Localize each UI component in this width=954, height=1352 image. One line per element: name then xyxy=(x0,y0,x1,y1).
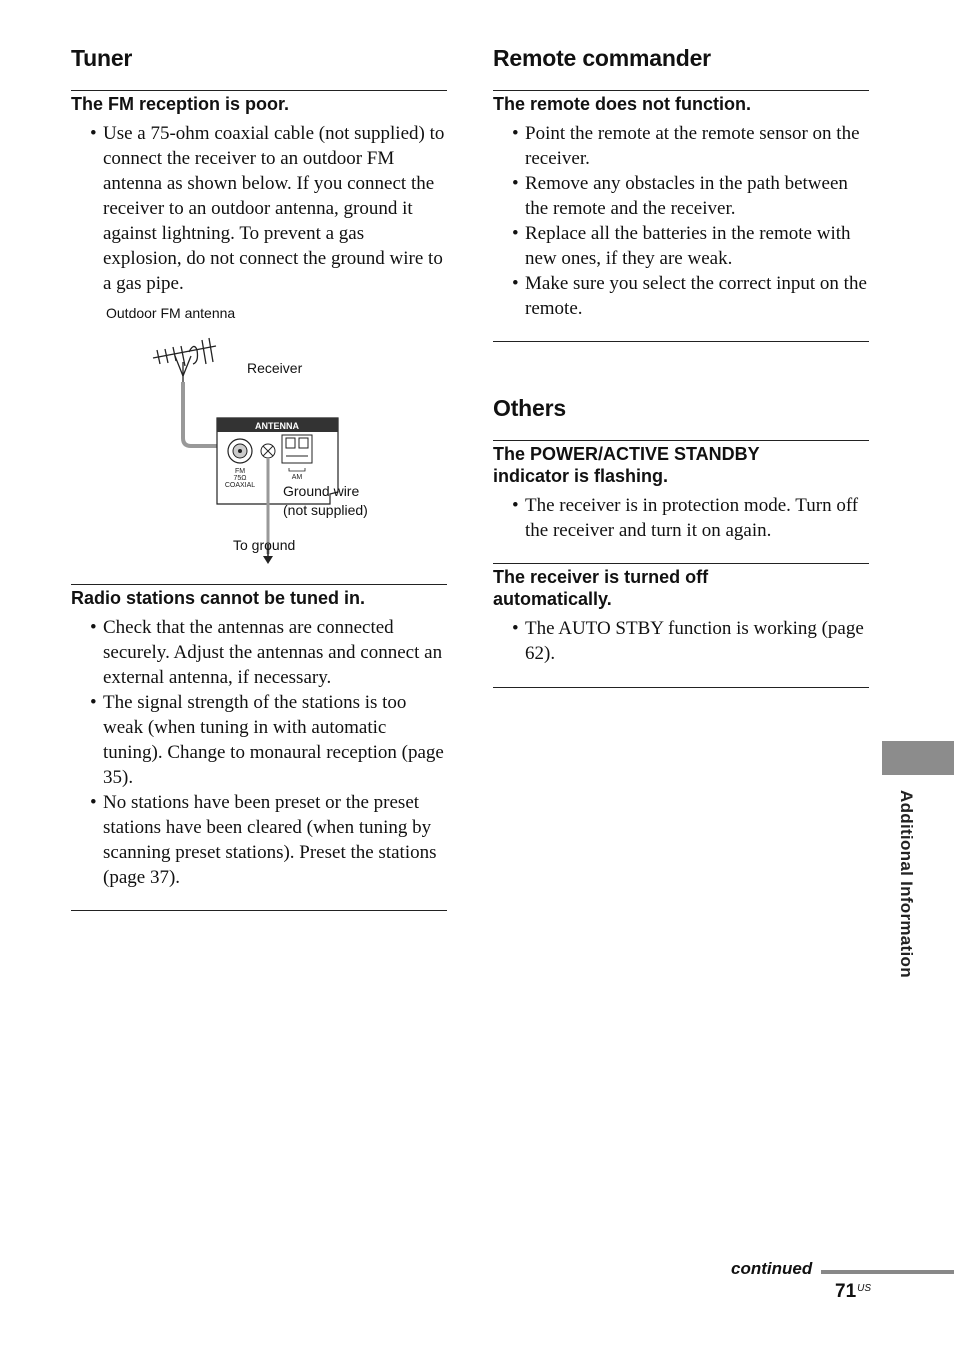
left-column xyxy=(71,40,447,911)
receiver-label: Receiver xyxy=(247,360,303,376)
ground-wire-label: Ground wire xyxy=(283,483,360,499)
question-fm-reception: The FM reception is poor. xyxy=(71,94,290,114)
question-line: automatically. xyxy=(493,589,612,609)
section-tab xyxy=(882,741,954,775)
section-tab-label: Additional Information xyxy=(897,790,916,978)
list-item: • Remove any obstacles in the path between the remote and the receiver. xyxy=(525,171,869,221)
question-line: The receiver is turned off xyxy=(493,567,709,587)
section-heading-others: Others xyxy=(493,395,566,421)
list-item: • Check that the antennas are connected securely. Adjust the antennas and connect an external antenna, if necessary. xyxy=(103,615,447,690)
standby-list xyxy=(493,493,869,543)
page-number xyxy=(835,1281,871,1303)
list-item: • The signal strength of the stations is too weak (when tuning in with automatic tuning). Change to monaural reception (page 35). xyxy=(103,690,447,790)
ground-arrow-icon xyxy=(263,556,273,564)
fm-poor-list xyxy=(71,121,447,296)
question-line: The POWER/ACTIVE STANDBY xyxy=(493,444,760,464)
list-item: • Make sure you select the correct input on the remote. xyxy=(525,271,869,321)
section-end-rule xyxy=(493,687,869,688)
not-supplied-label: (not supplied) xyxy=(283,502,368,518)
continued-bar xyxy=(821,1270,954,1274)
remote-list xyxy=(493,121,869,321)
to-ground-label: To ground xyxy=(233,537,296,553)
section-heading-tuner: Tuner xyxy=(71,45,133,71)
am-terminal-label: AM xyxy=(291,474,303,481)
outdoor-antenna-label: Outdoor FM antenna xyxy=(106,305,236,321)
section-heading-remote: Remote commander xyxy=(493,45,711,71)
page-suffix: US xyxy=(857,1283,872,1294)
section-end-rule xyxy=(493,341,869,342)
question-remote: The remote does not function. xyxy=(493,94,752,114)
section-end-rule xyxy=(71,910,447,911)
antenna-panel-label: ANTENNA xyxy=(255,421,299,431)
fm-terminal-label: FM xyxy=(234,468,246,475)
question-radio-tuning: Radio stations cannot be tuned in. xyxy=(71,588,366,608)
list-item: • No stations have been preset or the preset stations have been cleared (when tuning by scanning preset stations). Preset the stations (page 37). xyxy=(103,790,447,890)
antenna-diagram xyxy=(71,304,447,584)
page-number-value: 71 xyxy=(835,1281,857,1302)
turned-off-list xyxy=(493,616,869,666)
question-standby xyxy=(493,441,869,487)
ohm-label: 75Ω xyxy=(233,475,247,482)
list-item: • Replace all the batteries in the remote with new ones, if they are weak. xyxy=(525,221,869,271)
question-line: indicator is flashing. xyxy=(493,466,669,486)
not-tuned-list xyxy=(71,615,447,890)
list-item: • Use a 75-ohm coaxial cable (not supplied) to connect the receiver to an outdoor FM antenna as shown below. If you connect the receiver to an outdoor antenna, ground it against lightning. To prevent a gas explosion, do not connect the ground wire to a gas pipe. xyxy=(103,121,447,296)
list-item: • The receiver is in protection mode. Turn off the receiver and turn it on again. xyxy=(525,493,869,543)
list-item: • Point the remote at the remote sensor on the receiver. xyxy=(525,121,869,171)
coaxial-label: COAXIAL xyxy=(224,482,256,489)
continued-label: continued xyxy=(731,1259,813,1278)
right-column xyxy=(493,40,869,688)
question-turned-off xyxy=(493,564,869,610)
list-item: • The AUTO STBY function is working (page 62). xyxy=(525,616,869,666)
outdoor-antenna-icon xyxy=(153,338,216,382)
